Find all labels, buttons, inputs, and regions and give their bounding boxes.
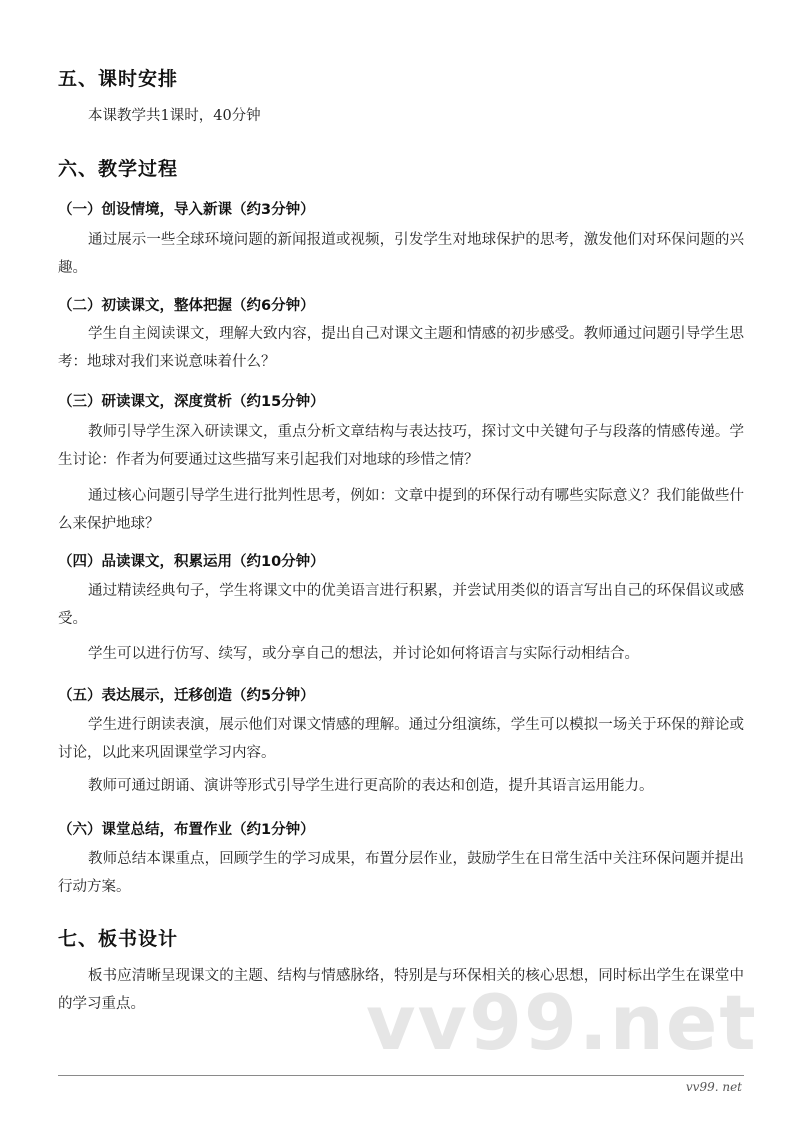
watermark-text: vv99.net [366, 978, 758, 1067]
section-paragraph-schedule: 本课教学共1课时，40分钟 [88, 108, 261, 124]
step-paragraph-4b: 学生可以进行仿写、续写，或分享自己的想法，并讨论如何将语言与实际行动相结合。 [88, 646, 639, 662]
step-paragraph-5a: 学生进行朗读表演，展示他们对课文情感的理解。通过分组演练，学生可以模拟一场关于环保的辩论或讨论，以此来巩固课堂学习内容。 [58, 717, 744, 761]
step-paragraph-3a: 教师引导学生深入研读课文，重点分析文章结构与表达技巧，探讨文中关键句子与段落的情感传递。学生讨论：作者为何要通过这些描写来引起我们对地球的珍惜之情？ [58, 424, 744, 468]
section-paragraph-board-design: 板书应清晰呈现课文的主题、结构与情感脉络，特别是与环保相关的核心思想，同时标出学生在课堂中的学习重点。 [58, 968, 744, 1012]
step-heading-4: （四）品读课文，积累运用（约10分钟） [58, 554, 325, 570]
step-paragraph-1a: 通过展示一些全球环境问题的新闻报道或视频，引发学生对地球保护的思考，激发他们对环保问题的兴趣。 [58, 232, 744, 276]
step-heading-2: （二）初读课文，整体把握（约6分钟） [58, 298, 315, 314]
step-heading-5: （五）表达展示，迁移创造（约5分钟） [58, 688, 315, 704]
step-paragraph-6a: 教师总结本课重点，回顾学生的学习成果，布置分层作业，鼓励学生在日常生活中关注环保问题并提出行动方案。 [58, 851, 744, 895]
footer-divider [58, 1075, 744, 1076]
step-heading-6: （六）课堂总结，布置作业（约1分钟） [58, 822, 315, 838]
section-heading-board-design: 七、板书设计 [58, 928, 179, 950]
step-heading-1: （一）创设情境，导入新课（约3分钟） [58, 202, 315, 218]
step-paragraph-2a: 学生自主阅读课文，理解大致内容，提出自己对课文主题和情感的初步感受。教师通过问题引导学生思考：地球对我们来说意味着什么？ [58, 326, 744, 370]
section-heading-process: 六、教学过程 [58, 158, 179, 180]
step-paragraph-4a: 通过精读经典句子，学生将课文中的优美语言进行积累，并尝试用类似的语言写出自己的环保倡议或感受。 [58, 583, 744, 627]
step-paragraph-5b: 教师可通过朗诵、演讲等形式引导学生进行更高阶的表达和创造，提升其语言运用能力。 [88, 778, 654, 794]
footer-site-label: vv99. net [685, 1080, 742, 1094]
step-heading-3: （三）研读课文，深度赏析（约15分钟） [58, 394, 325, 410]
step-paragraph-3b: 通过核心问题引导学生进行批判性思考，例如：文章中提到的环保行动有哪些实际意义？我们能做些什么来保护地球？ [58, 488, 744, 532]
section-heading-schedule: 五、课时安排 [58, 68, 179, 90]
